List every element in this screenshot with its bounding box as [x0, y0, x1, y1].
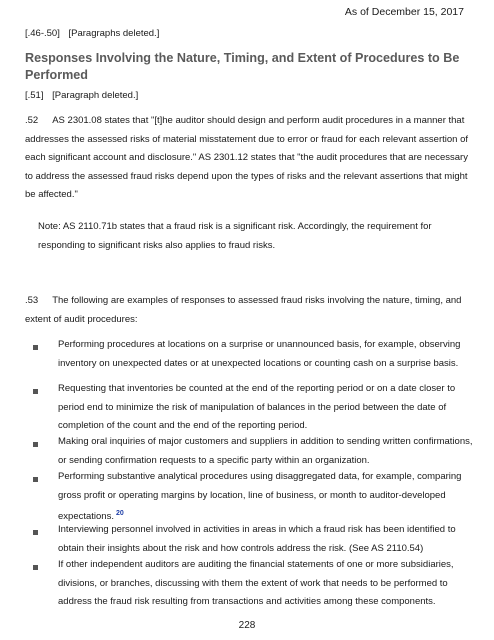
list-item: Making oral inquiries of major customers and suppliers in addition to sending written confirmations, or sending confirmation requests to a specific party within an organization.: [58, 436, 473, 466]
deleted-text: [Paragraphs deleted.]: [68, 28, 160, 39]
deleted-paragraphs-note: [25, 26, 159, 42]
deleted-paragraph-note: [25, 88, 138, 104]
bullet-marker: [33, 389, 38, 394]
footnote-link[interactable]: 20: [115, 510, 124, 518]
deleted-text: [Paragraph deleted.]: [52, 90, 139, 101]
bullet-marker: [33, 477, 38, 482]
list-item: If other independent auditors are auditing the financial statements of one or more subsidiaries, divisions, or branches, discussing with them the extent of work that needs to be performed to address the fraud risk resulting from transactions and activities among these components.: [58, 559, 454, 608]
note-block: Note: AS 2110.71b states that a fraud risk is a significant risk. Accordingly, the requirement for responding to significant risks also applies to fraud risks.: [38, 221, 432, 251]
bullet-marker: [33, 442, 38, 447]
page-number: 228: [238, 620, 256, 631]
bullet-marker: [33, 565, 38, 570]
paragraph-number: [.46-.50]: [25, 28, 60, 39]
bullet-marker: [33, 530, 38, 535]
list-item: Interviewing personnel involved in activities in areas in which a fraud risk has been identified to obtain their insights about the risk and how controls address the risk. (See AS 2110.54): [58, 524, 456, 554]
list-item: Performing procedures at locations on a surprise or unannounced basis, for example, observing inventory on unexpected dates or at unexpected locations or counting cash on a surprise basis.: [58, 339, 461, 369]
paragraph-text: AS 2301.08 states that "[t]he auditor should design and perform audit procedures in a manner that addresses the assessed risks of material misstatement due to error or fraud for each relevant assertion of each significant account and disclosure." AS 2301.12 states that "the audit procedures that are necessary to address the assessed fraud risks depend upon the types of risks and the relevant assertions that might be affected.": [25, 115, 469, 201]
paragraph-number: .53: [25, 295, 39, 306]
paragraph-text: The following are examples of responses to assessed fraud risks involving the nature, timing, and extent of audit procedures:: [25, 295, 462, 325]
paragraph-number: [.51]: [25, 90, 44, 101]
paragraph-52: [25, 112, 470, 205]
paragraph-53: [25, 292, 470, 329]
list-item: [58, 468, 478, 527]
paragraph-number: .52: [25, 115, 39, 126]
bullet-marker: [33, 345, 38, 350]
section-title: Responses Involving the Nature, Timing, and Extent of Procedures to Be Performed: [25, 51, 460, 82]
list-item-text: Performing substantive analytical procedures using disaggregated data, for example, comparing gross profit or operating margins by location, line of business, or month to auditor-developed expectations.: [58, 471, 462, 523]
list-item: Requesting that inventories be counted at the end of the reporting period or on a date closer to period end to minimize the risk of manipulation of balances in the period between the date of completion of the count and the end of the reporting period.: [58, 383, 456, 432]
document-date: As of December 15, 2017: [344, 6, 464, 18]
